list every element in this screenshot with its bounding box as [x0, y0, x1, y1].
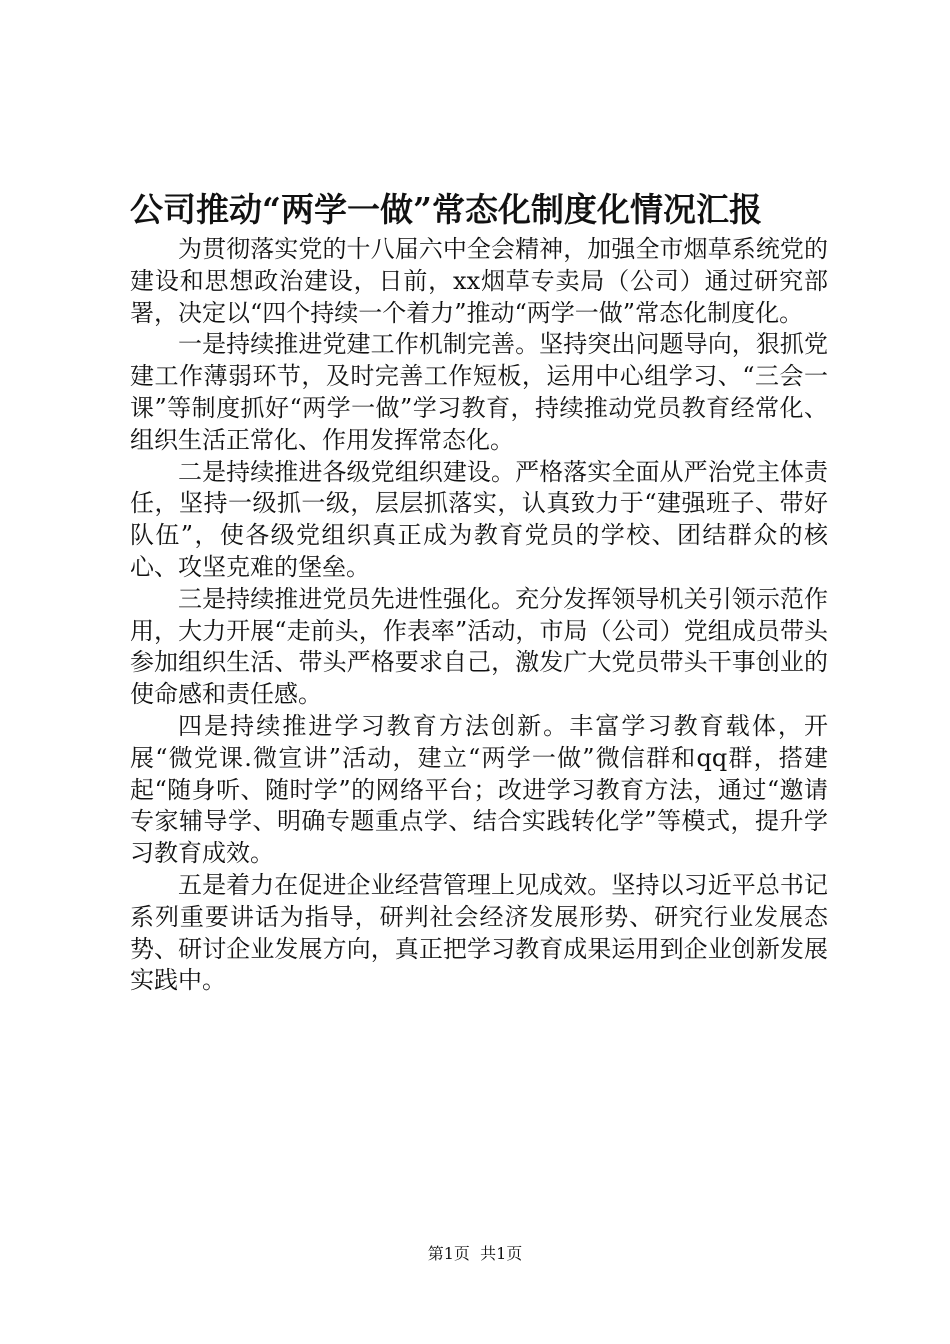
page-number: 第1页 共1页 — [427, 1244, 523, 1263]
paragraph-intro: 为贯彻落实党的十八届六中全会精神，加强全市烟草系统党的建设和思想政治建设，日前，xx烟草专卖局（公司）通过研究部署，决定以“四个持续一个着力”推动“两学一做”常态化制度化。 — [130, 235, 828, 327]
paragraph-point-2: 二是持续推进各级党组织建设。严格落实全面从严治党主体责任，坚持一级抓一级，层层抓落实，认真致力于“建强班子、带好队伍”，使各级党组织真正成为教育党员的学校、团结群众的核心、攻坚克难的堡垒。 — [130, 457, 828, 581]
document-body — [130, 234, 828, 997]
paragraph-point-4: 四是持续推进学习教育方法创新。丰富学习教育载体，开展“微党课.微宣讲”活动，建立“两学一做”微信群和qq群，搭建起“随身听、随时学”的网络平台；改进学习教育方法，通过“邀请专家辅导学、明确专题重点学、结合实践转化学”等模式，提升学习教育成效。 — [130, 711, 828, 868]
document-title: 公司推动“两学一做”常态化制度化情况汇报 — [130, 190, 762, 229]
paragraph-point-3: 三是持续推进党员先进性强化。充分发挥领导机关引领示范作用，大力开展“走前头，作表率”活动，市局（公司）党组成员带头参加组织生活、带头严格要求自己，激发广大党员带头干事创业的使命感和责任感。 — [130, 584, 828, 709]
paragraph-point-5: 五是着力在促进企业经营管理上见成效。坚持以习近平总书记系列重要讲话为指导，研判社会经济发展形势、研究行业发展态势、研讨企业发展方向，真正把学习教育成果运用到企业创新发展实践中。 — [130, 870, 828, 995]
page-footer — [0, 1242, 950, 1266]
paragraph-point-1: 一是持续推进党建工作机制完善。坚持突出问题导向，狠抓党建工作薄弱环节，及时完善工作短板，运用中心组学习、“三会一课”等制度抓好“两学一做”学习教育，持续推动党员教育经常化、组织生活正常化、作用发挥常态化。 — [130, 330, 828, 454]
